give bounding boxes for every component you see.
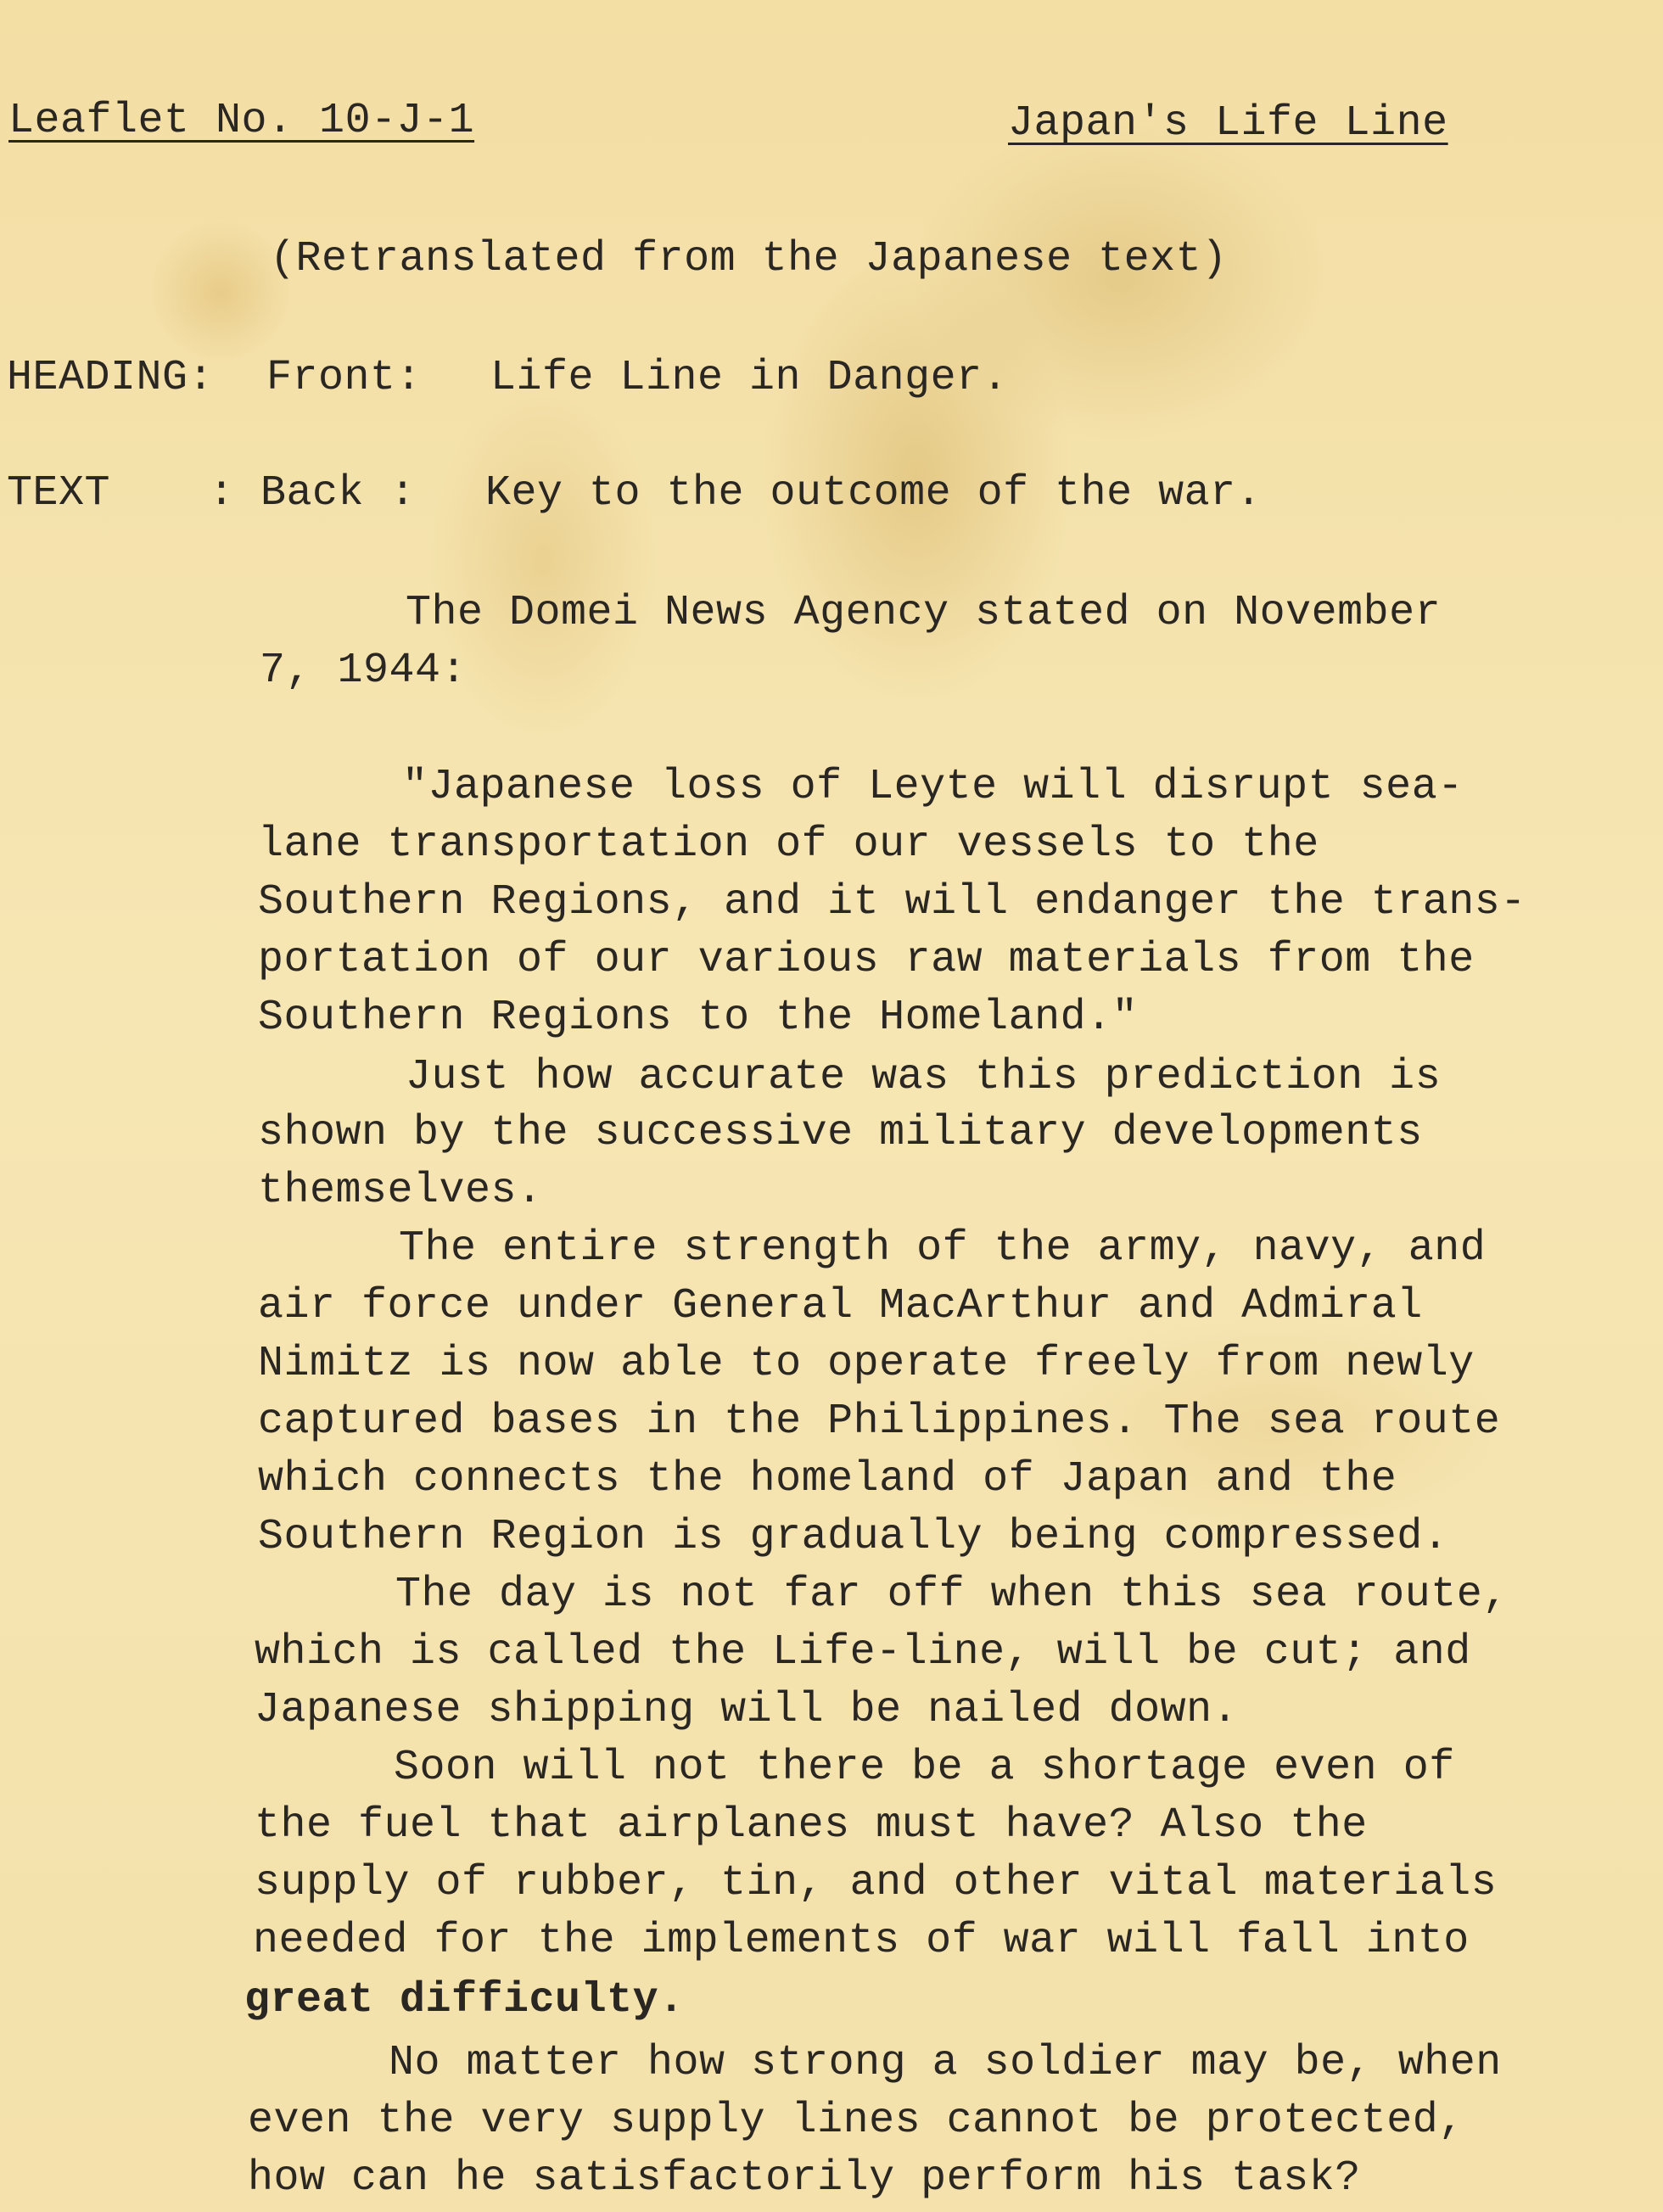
body-line: shown by the successive military developments (258, 1109, 1423, 1157)
leaflet-title: Japan's Life Line (1008, 99, 1448, 148)
body-line: air force under General MacArthur and Admiral (258, 1282, 1423, 1330)
body-line: supply of rubber, tin, and other vital materials (255, 1859, 1498, 1907)
text-side: : Back : (209, 469, 417, 518)
body-line: The entire strength of the army, navy, and (399, 1224, 1487, 1273)
body-line: No matter how strong a soldier may be, when (389, 2039, 1502, 2087)
body-line: Nimitz is now able to operate freely from newly (258, 1340, 1475, 1388)
body-line: "Japanese loss of Leyte will disrupt sea- (402, 763, 1464, 811)
body-line: lane transportation of our vessels to the (258, 820, 1319, 869)
body-line: Southern Region is gradually being compressed. (258, 1513, 1449, 1561)
body-line: even the very supply lines cannot be protected, (248, 2097, 1464, 2145)
body-line: Southern Regions to the Homeland." (258, 994, 1139, 1042)
body-line: Soon will not there be a shortage even of (394, 1744, 1455, 1792)
heading-side: Front: (266, 354, 423, 402)
body-line: which is called the Life-line, will be cut; and (255, 1628, 1471, 1677)
body-line: 7, 1944: (260, 647, 468, 695)
body-line: great difficulty. (244, 1976, 685, 2024)
body-line: Southern Regions, and it will endanger the trans- (258, 878, 1526, 927)
heading-text: Life Line in Danger. (490, 354, 1009, 402)
body-line: Just how accurate was this prediction is (406, 1053, 1442, 1101)
subtitle: (Retranslated from the Japanese text) (270, 235, 1228, 283)
leaflet-number: Leaflet No. 10-J-1 (8, 97, 475, 145)
body-line: themselves. (258, 1167, 543, 1215)
heading-label: HEADING: (7, 354, 215, 402)
body-line: The day is not far off when this sea route, (395, 1571, 1509, 1619)
body-line: Japanese shipping will be nailed down. (255, 1686, 1239, 1734)
body-line: how can he satisfactorily perform his task? (248, 2154, 1361, 2203)
body-line: portation of our various raw materials from the (258, 936, 1475, 984)
text-label: TEXT (7, 469, 111, 518)
body-line: the fuel that airplanes must have? Also the (255, 1801, 1368, 1850)
body-line: which connects the homeland of Japan and the (258, 1455, 1397, 1504)
body-line: needed for the implements of war will fall into (253, 1917, 1470, 1965)
text-content: Key to the outcome of the war. (485, 469, 1263, 518)
body-line: captured bases in the Philippines. The sea route (258, 1397, 1501, 1446)
body-line: The Domei News Agency stated on November (406, 589, 1442, 637)
